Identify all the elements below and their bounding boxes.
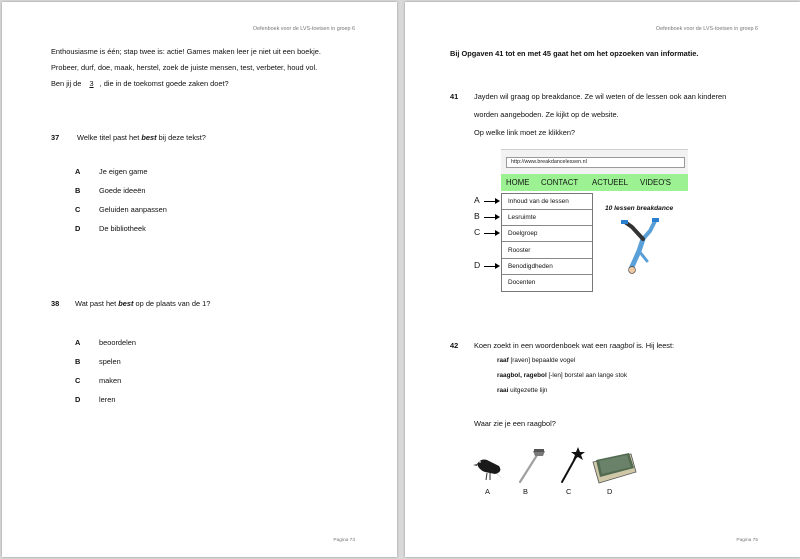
intro-line-3	[51, 76, 229, 92]
q37-option-b-letter[interactable]: B	[75, 186, 81, 195]
q38-option-b-letter[interactable]: B	[75, 357, 81, 366]
page-header: Oefenboek voor de LVS-toetsen in groep 6	[252, 26, 355, 32]
arrow-label-c: C	[474, 227, 481, 237]
page-left	[2, 2, 397, 557]
scouring-pad-icon[interactable]	[591, 450, 637, 486]
intro-line-1: Enthousiasme is één; stap twee is: actie! Games maken leer je niet uit een boekje.	[51, 47, 321, 56]
q38-option-a-text[interactable]: beoordelen	[99, 338, 136, 347]
dict-term: raagbol, ragebol	[497, 372, 547, 379]
link-benodigdheden[interactable]: Benodigdheden	[502, 259, 592, 275]
question-42-post: is. Hij leest:	[636, 341, 675, 350]
website-mockup	[501, 149, 688, 293]
question-42-prompt: Waar zie je een raagbol?	[474, 419, 556, 428]
page-footer-left: Pagina 73	[333, 538, 355, 543]
question-41-line-2: worden aangeboden. Ze kijkt op de website.	[474, 110, 619, 119]
q38-option-d-text[interactable]: leren	[99, 395, 116, 404]
question-37-number: 37	[51, 133, 60, 142]
section-instruction: Bij Opgaven 41 tot en met 45 gaat het om het opzoeken van informatie.	[450, 49, 699, 58]
url-field[interactable]: http://www.breakdancelessen.nl	[506, 157, 685, 168]
link-lesruimte[interactable]: Lesruimte	[502, 210, 592, 226]
link-inhoud[interactable]: Inhoud van de lessen	[502, 194, 592, 210]
page-footer-right: Pagina 75	[736, 538, 758, 543]
q38-option-a-letter[interactable]: A	[75, 338, 81, 347]
question-37-post: bij deze tekst?	[158, 133, 206, 142]
picture-label-a: A	[485, 487, 490, 496]
question-41-line-1: Jayden wil graag op breakdance. Ze wil weten of de lessen ook aan kinderen	[474, 92, 727, 101]
page-right	[405, 2, 800, 557]
question-42-number: 42	[450, 341, 459, 350]
arrow-label-a: A	[474, 195, 480, 205]
arrow-label-d: D	[474, 260, 481, 270]
nav-contact[interactable]: CONTACT	[541, 178, 579, 187]
q37-option-a-text[interactable]: Je eigen game	[99, 167, 148, 176]
picture-label-d: D	[607, 487, 613, 496]
question-41-number: 41	[450, 92, 459, 101]
crow-icon[interactable]	[473, 450, 505, 482]
dict-term: raaf	[497, 357, 509, 364]
browser-address-bar	[501, 149, 688, 174]
mop-icon[interactable]	[515, 446, 545, 484]
q37-option-c-letter[interactable]: C	[75, 205, 81, 214]
question-38-emph: best	[118, 299, 134, 308]
question-37-pre: Welke titel past het	[77, 133, 140, 142]
picture-label-b: B	[523, 487, 528, 496]
question-38-text	[75, 296, 210, 312]
q38-option-b-text[interactable]: spelen	[99, 357, 121, 366]
arrow-right-icon	[495, 230, 500, 236]
magic-wand-icon[interactable]	[557, 446, 585, 484]
site-navbar	[501, 174, 688, 191]
nav-home[interactable]: HOME	[506, 178, 530, 187]
q37-option-b-text[interactable]: Goede ideeën	[99, 186, 146, 195]
arrow-right-icon	[495, 214, 500, 220]
question-42-pre: Koen zoekt in een woordenboek wat een	[474, 341, 608, 350]
question-42-line-1	[474, 338, 674, 354]
intro-line-3-pre: Ben jij de	[51, 79, 82, 88]
question-41-line-3: Op welke link moet ze klikken?	[474, 128, 576, 137]
dict-definition: [raven] bepaalde vogel	[510, 357, 576, 364]
nav-videos[interactable]: VIDEO'S	[640, 178, 671, 187]
q37-option-a-letter[interactable]: A	[75, 167, 81, 176]
question-37-emph: best	[141, 133, 157, 142]
intro-line-3-post: , die in de toekomst goede zaken doet?	[99, 79, 229, 88]
gap-blank-3: 3	[89, 79, 94, 88]
link-doelgroep[interactable]: Doelgroep	[502, 226, 592, 242]
link-list	[501, 193, 593, 292]
dictionary-entry	[497, 353, 575, 369]
nav-actueel[interactable]: ACTUEEL	[592, 178, 628, 187]
breakdancer-icon	[619, 217, 661, 275]
page-header: Oefenboek voor de LVS-toetsen in groep 6	[655, 26, 758, 32]
question-38-number: 38	[51, 299, 60, 308]
q38-option-c-text[interactable]: maken	[99, 376, 122, 385]
q37-option-d-letter[interactable]: D	[75, 224, 81, 233]
q38-option-d-letter[interactable]: D	[75, 395, 81, 404]
dict-definition: [-len] borstel aan lange stok	[548, 372, 628, 379]
dict-term: raai	[497, 387, 509, 394]
dictionary-entry	[497, 383, 547, 399]
question-37-text	[77, 130, 206, 146]
link-docenten[interactable]: Docenten	[508, 279, 536, 286]
question-38-pre: Wat past het	[75, 299, 117, 308]
arrow-right-icon	[495, 198, 500, 204]
q37-option-d-text[interactable]: De bibliotheek	[99, 224, 146, 233]
arrow-right-icon	[495, 263, 500, 269]
question-42-emph: raagbol	[609, 341, 635, 350]
dictionary-entry	[497, 368, 627, 384]
intro-line-2: Probeer, durf, doe, maak, herstel, zoek de juiste mensen, test, verbeter, houd vol.	[51, 63, 318, 72]
question-38-post: op de plaats van de 1?	[135, 299, 211, 308]
promo-title: 10 lessen breakdance	[605, 205, 674, 212]
link-rooster[interactable]: Rooster	[502, 243, 592, 259]
dict-definition: uitgezette lijn	[510, 387, 548, 394]
q37-option-c-text[interactable]: Geluiden aanpassen	[99, 205, 167, 214]
q38-option-c-letter[interactable]: C	[75, 376, 81, 385]
arrow-label-b: B	[474, 211, 480, 221]
picture-label-c: C	[566, 487, 572, 496]
